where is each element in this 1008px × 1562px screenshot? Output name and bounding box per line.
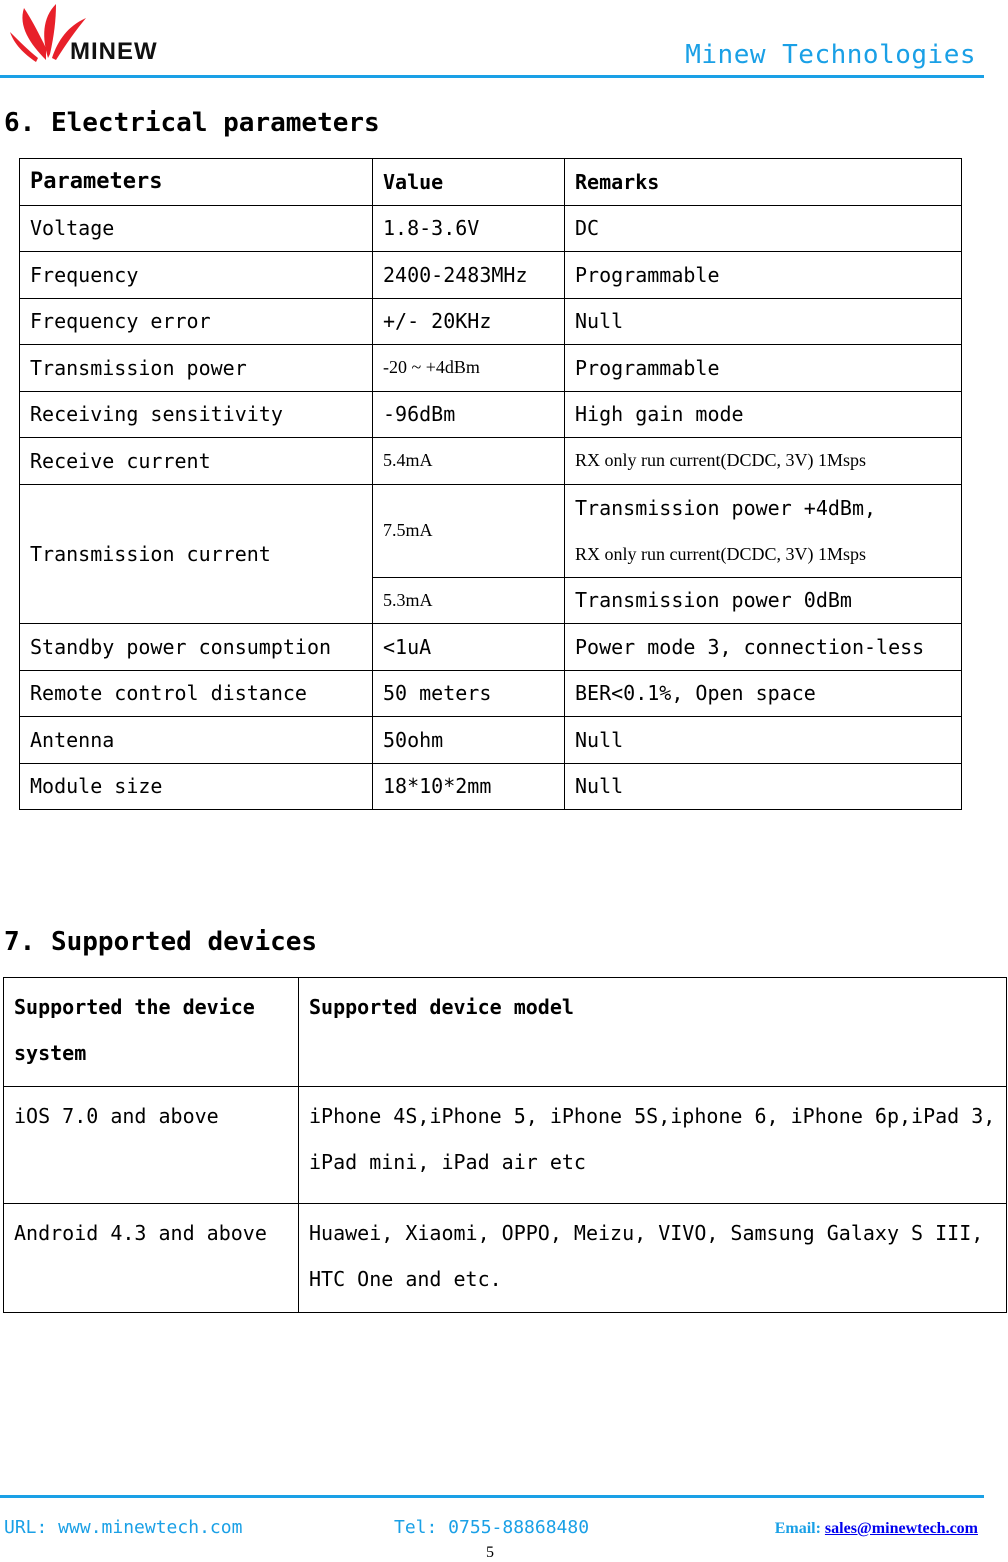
param-cell: Receiving sensitivity	[20, 391, 373, 438]
remark-line: RX only run current(DCDC, 3V) 1Msps	[575, 543, 866, 564]
table-row	[20, 670, 962, 717]
param-cell: Standby power consumption	[20, 624, 373, 671]
remark-cell: RX only run current(DCDC, 3V) 1Msps	[565, 438, 962, 485]
table-row	[20, 717, 962, 764]
section-6-title: 6. Electrical parameters	[4, 108, 380, 138]
remark-cell	[565, 484, 962, 577]
electrical-parameters-table	[19, 158, 962, 810]
param-cell: Frequency	[20, 252, 373, 299]
remark-cell: Null	[565, 763, 962, 810]
page-number: 5	[486, 1544, 494, 1561]
param-cell: Transmission power	[20, 345, 373, 392]
remark-cell: Null	[565, 298, 962, 345]
system-cell: Android 4.3 and above	[4, 1204, 299, 1313]
remark-cell: Transmission power 0dBm	[565, 577, 962, 624]
value-cell: 50 meters	[373, 670, 565, 717]
table-row	[20, 438, 962, 485]
models-cell: Huawei, Xiaomi, OPPO, Meizu, VIVO, Samsung Galaxy S III, HTC One and etc.	[299, 1204, 1007, 1313]
column-header: Supported device model	[299, 978, 1007, 1087]
param-cell: Receive current	[20, 438, 373, 485]
table-row	[20, 298, 962, 345]
remark-cell: DC	[565, 205, 962, 252]
remark-cell: Power mode 3, connection-less	[565, 624, 962, 671]
param-cell: Antenna	[20, 717, 373, 764]
supported-devices-table	[3, 977, 1007, 1313]
table-row	[20, 624, 962, 671]
param-cell: Remote control distance	[20, 670, 373, 717]
param-cell: Module size	[20, 763, 373, 810]
models-cell: iPhone 4S,iPhone 5, iPhone 5S,iphone 6, iPhone 6p,iPad 3, iPad mini, iPad air etc	[299, 1087, 1007, 1204]
footer-tel: Tel: 0755-88868480	[394, 1517, 590, 1538]
table-row	[20, 345, 962, 392]
param-cell: Transmission current	[20, 484, 373, 624]
footer-email	[775, 1520, 978, 1538]
table-row	[20, 252, 962, 299]
value-cell: <1uA	[373, 624, 565, 671]
column-header: Remarks	[565, 159, 962, 206]
value-cell: 50ohm	[373, 717, 565, 764]
section-7-title: 7. Supported devices	[4, 927, 318, 957]
value-cell: -20 ~ +4dBm	[373, 345, 565, 392]
remark-cell: High gain mode	[565, 391, 962, 438]
table-row	[20, 763, 962, 810]
remark-cell: Programmable	[565, 252, 962, 299]
table-row	[20, 391, 962, 438]
column-header: Parameters	[20, 159, 373, 206]
remark-cell: Null	[565, 717, 962, 764]
value-cell: 7.5mA	[373, 484, 565, 577]
value-cell: 18*10*2mm	[373, 763, 565, 810]
value-cell: 5.4mA	[373, 438, 565, 485]
remark-cell: Programmable	[565, 345, 962, 392]
value-cell: -96dBm	[373, 391, 565, 438]
table-row	[20, 484, 962, 577]
table-row	[4, 1087, 1007, 1204]
value-cell: 5.3mA	[373, 577, 565, 624]
value-cell: 1.8-3.6V	[373, 205, 565, 252]
footer-rule	[0, 1494, 984, 1500]
remark-line: Transmission power +4dBm,	[575, 495, 877, 520]
param-cell: Voltage	[20, 205, 373, 252]
email-link[interactable]: sales@minewtech.com	[824, 1520, 978, 1537]
table-row	[4, 1204, 1007, 1313]
column-header: Supported the device system	[4, 978, 299, 1087]
email-label: Email:	[774, 1520, 821, 1537]
value-cell: 2400-2483MHz	[373, 252, 565, 299]
table-header-row	[4, 978, 1007, 1087]
table-row	[20, 205, 962, 252]
company-name: Minew Technologies	[685, 40, 976, 70]
value-cell: +/- 20KHz	[373, 298, 565, 345]
remark-cell: BER<0.1%, Open space	[565, 670, 962, 717]
table-header-row	[20, 159, 962, 206]
header-rule	[0, 74, 984, 80]
footer-url[interactable]: URL: www.minewtech.com	[4, 1517, 243, 1538]
minew-logo	[8, 2, 168, 66]
column-header: Value	[373, 159, 565, 206]
system-cell: iOS 7.0 and above	[4, 1087, 299, 1204]
logo-text: MINEW	[70, 38, 158, 65]
param-cell: Frequency error	[20, 298, 373, 345]
